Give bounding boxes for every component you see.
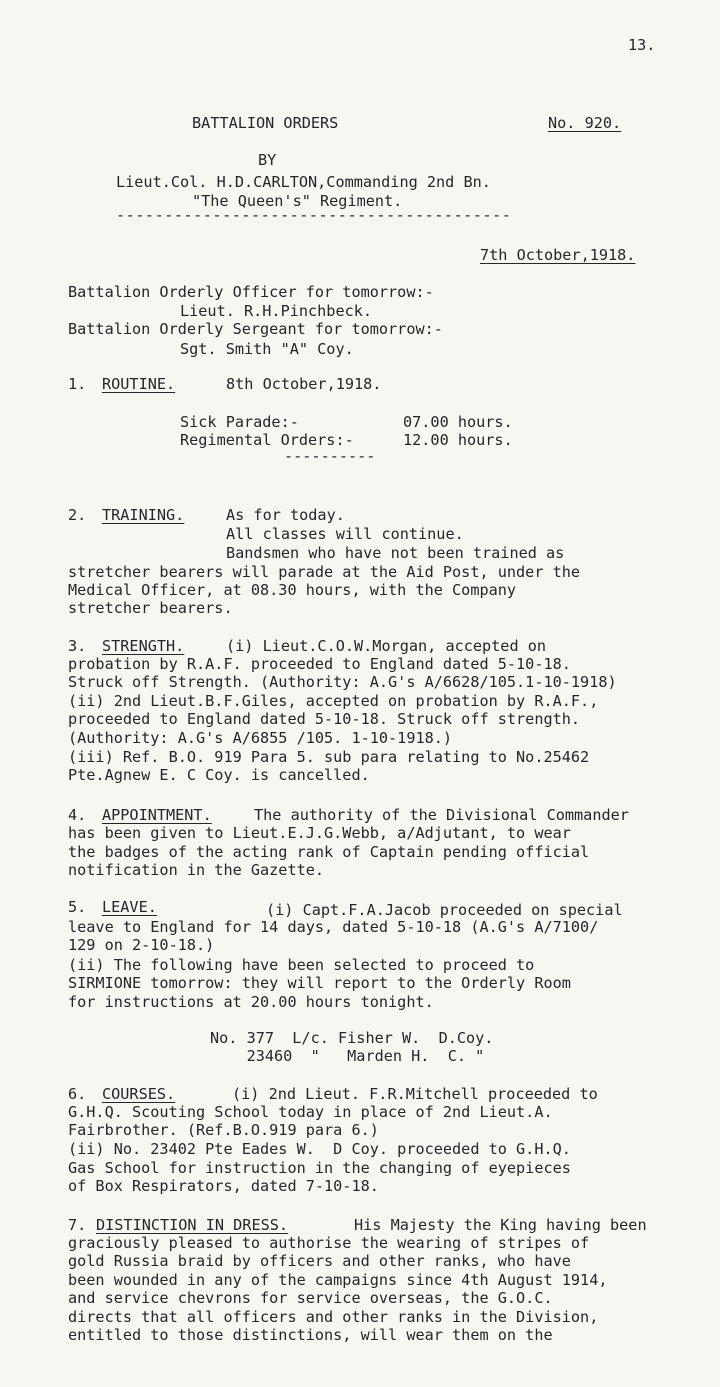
duty-officer-name: Lieut. R.H.Pinchbeck.	[180, 302, 373, 320]
leave-line: for instructions at 20.00 hours tonight.	[68, 993, 434, 1011]
training-line: Medical Officer, at 08.30 hours, with the Company	[68, 581, 517, 599]
courses-line: Gas School for instruction in the changing of eyepieces	[68, 1159, 571, 1177]
leave-line: (ii) The following have been selected to proceed to	[68, 956, 535, 974]
appointment-line: has been given to Lieut.E.J.G.Webb, a/Adjutant, to wear	[68, 824, 571, 842]
distinction-line: and service chevrons for service overseas, the G.O.C.	[68, 1289, 553, 1307]
section-heading: LEAVE.	[102, 898, 157, 916]
orders-title: BATTALION ORDERS	[192, 114, 339, 132]
duty-officer-label: Battalion Orderly Officer for tomorrow:-	[68, 283, 434, 301]
regiment-line: "The Queen's" Regiment.	[192, 192, 403, 210]
leave-personnel-row: 23460 " Marden H. C. "	[210, 1047, 485, 1065]
section-number: 3.	[68, 637, 87, 655]
section-heading: COURSES.	[102, 1085, 176, 1103]
duty-sergeant-name: Sgt. Smith "A" Coy.	[180, 340, 354, 358]
sick-parade-label: Sick Parade:-	[180, 413, 299, 431]
section-heading: DISTINCTION IN DRESS.	[96, 1216, 289, 1234]
leave-line: SIRMIONE tomorrow: they will report to the Orderly Room	[68, 974, 571, 992]
courses-line: G.H.Q. Scouting School today in place of 2nd Lieut.A.	[68, 1103, 553, 1121]
strength-line: (ii) 2nd Lieut.B.F.Giles, accepted on probation by R.A.F.,	[68, 692, 599, 710]
section-heading: TRAINING.	[102, 506, 185, 524]
page-number: 13.	[628, 36, 656, 54]
routine-date: 8th October,1918.	[226, 375, 382, 393]
regimental-orders-time: 12.00 hours.	[403, 431, 513, 449]
appointment-line: the badges of the acting rank of Captain pending official	[68, 843, 590, 861]
section-number: 5.	[68, 898, 87, 916]
strength-line: Pte.Agnew E. C Coy. is cancelled.	[68, 766, 370, 784]
training-line: All classes will continue.	[226, 525, 464, 543]
header-rule: -----------------------------------------	[116, 206, 512, 224]
courses-line: (ii) No. 23402 Pte Eades W. D Coy. proceeded to G.H.Q.	[68, 1140, 571, 1158]
distinction-line: directs that all officers and other ranks in the Division,	[68, 1308, 599, 1326]
courses-line: Fairbrother. (Ref.B.O.919 para 6.)	[68, 1121, 379, 1139]
strength-line: proceeded to England dated 5-10-18. Struck off strength.	[68, 710, 581, 728]
courses-line: of Box Respirators, dated 7-10-18.	[68, 1177, 379, 1195]
section-number: 7.	[68, 1216, 87, 1234]
orders-number: No. 920.	[548, 114, 622, 132]
routine-rule: ----------	[284, 447, 376, 465]
duty-sergeant-label: Battalion Orderly Sergeant for tomorrow:-	[68, 320, 443, 338]
section-number: 2.	[68, 506, 87, 524]
leave-line: leave to England for 14 days, dated 5-10-18 (A.G's A/7100/	[68, 918, 599, 936]
section-number: 6.	[68, 1085, 87, 1103]
appointment-line: notification in the Gazette.	[68, 861, 325, 879]
training-line: As for today.	[226, 506, 345, 524]
distinction-line: been wounded in any of the campaigns since 4th August 1914,	[68, 1271, 608, 1289]
strength-line: (Authority: A.G's A/6855 /105. 1-10-1918.)	[68, 729, 453, 747]
strength-line: probation by R.A.F. proceeded to England dated 5-10-18.	[68, 655, 571, 673]
sick-parade-time: 07.00 hours.	[403, 413, 513, 431]
section-heading: APPOINTMENT.	[102, 806, 212, 824]
commander-line: Lieut.Col. H.D.CARLTON,Commanding 2nd Bn.	[116, 173, 491, 191]
orders-date: 7th October,1918.	[480, 246, 636, 264]
by-line: BY	[258, 151, 277, 169]
leave-personnel-row: No. 377 L/c. Fisher W. D.Coy.	[210, 1029, 494, 1047]
training-line: Bandsmen who have not been trained as	[226, 544, 565, 562]
regimental-orders-label: Regimental Orders:-	[180, 431, 354, 449]
section-number: 4.	[68, 806, 87, 824]
section-number: 1.	[68, 375, 87, 393]
strength-line: Struck off Strength. (Authority: A.G's A/6628/105.1-10-1918)	[68, 673, 617, 691]
appointment-line: The authority of the Divisional Commander	[254, 806, 629, 824]
section-heading: ROUTINE.	[102, 375, 176, 393]
strength-line: (iii) Ref. B.O. 919 Para 5. sub para relating to No.25462	[68, 748, 590, 766]
distinction-line: graciously pleased to authorise the wearing of stripes of	[68, 1234, 590, 1252]
distinction-line: entitled to those distinctions, will wear them on the	[68, 1326, 553, 1344]
distinction-line: gold Russia braid by officers and other ranks, who have	[68, 1252, 571, 1270]
leave-line: (i) Capt.F.A.Jacob proceeded on special	[266, 901, 623, 919]
training-line: stretcher bearers.	[68, 599, 233, 617]
leave-line: 129 on 2-10-18.)	[68, 936, 215, 954]
distinction-line: His Majesty the King having been	[354, 1216, 647, 1234]
training-line: stretcher bearers will parade at the Aid Post, under the	[68, 563, 581, 581]
section-heading: STRENGTH.	[102, 637, 185, 655]
courses-line: (i) 2nd Lieut. F.R.Mitchell proceeded to	[232, 1085, 598, 1103]
strength-line: (i) Lieut.C.O.W.Morgan, accepted on	[226, 637, 547, 655]
